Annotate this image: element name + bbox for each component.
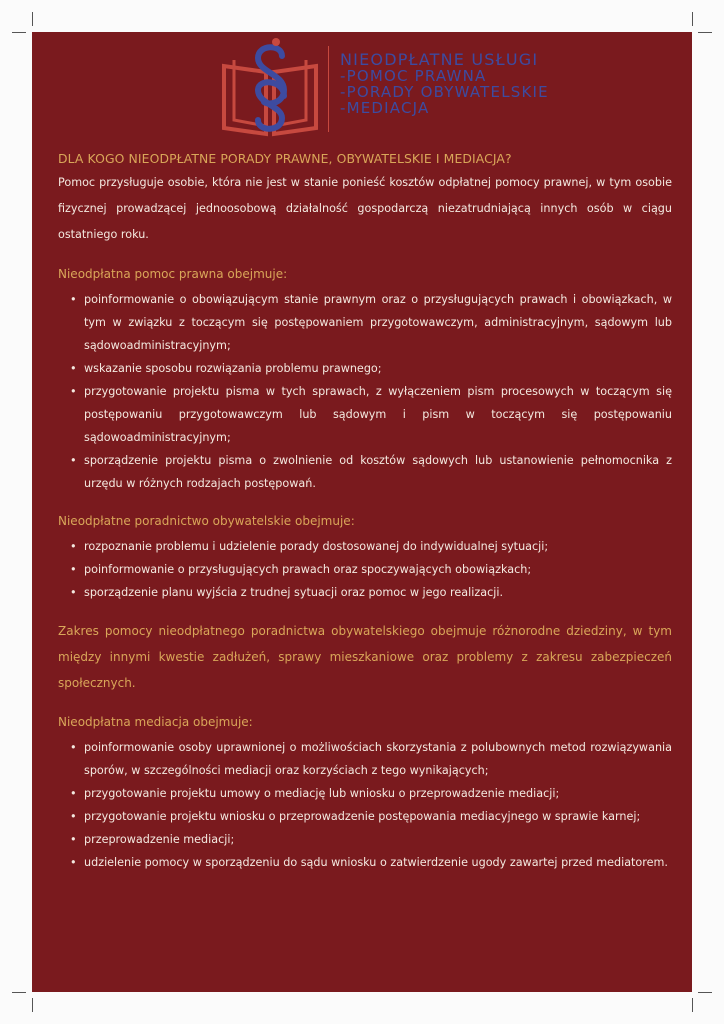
logo-line-legal-aid: -POMOC PRAWNA [340,67,487,85]
list-item: • udzielenie pomocy w sporządzeniu do sądu wniosku o zatwierdzenie ugody zawartej przed mediatorem. [70,851,672,874]
legal-aid-list [58,288,672,495]
logo-text [340,52,549,116]
crop-mark [32,12,33,26]
list-item: • przygotowanie projektu wniosku o przeprowadzenie postępowania mediacyjnego w sprawie karnej; [70,805,672,828]
crop-mark [692,998,693,1012]
logo-line-civic-advice: -PORADY OBYWATELSKIE [340,83,549,101]
crop-mark [12,992,26,993]
logo [58,32,672,142]
flyer-panel [32,32,692,992]
mediation-heading: Nieodpłatna mediacja obejmuje: [58,715,253,729]
legal-aid-heading: Nieodpłatna pomoc prawna obejmuje: [58,267,288,281]
crop-mark [698,992,712,993]
crop-mark [692,12,693,26]
list-item: • poinformowanie o przysługujących prawach oraz spoczywających obowiązkach; [70,558,672,581]
civic-advice-list [58,535,672,604]
list-item: • rozpoznanie problemu i udzielenie porady dostosowanej do indywidualnej sytuacji; [70,535,672,558]
list-item: • przygotowanie projektu pisma w tych sprawach, z wyłączeniem pism procesowych w toczącym się postępowaniu przygotowawczym lub sądowym i pism w toczącym się postępowaniu sądowoadministracyjnym; [70,380,672,449]
logo-divider [328,46,329,132]
paragraph-book-logo-icon [220,36,320,140]
intro-text: Pomoc przysługuje osobie, która nie jest w stanie ponieść kosztów odpłatnej pomocy prawnej, w tym osobie fizycznej prowadzącej jednoosobową działalność gospodarczą niezatrudniającą innych osób w ciągu ostatniego roku. [58,176,672,241]
logo-line-mediation: -MEDIACJA [340,99,430,117]
list-item: • sporządzenie projektu pisma o zwolnienie od kosztów sądowych lub ustanowienie pełnomocnika z urzędu w różnych rodzajach postępowań. [70,449,672,495]
list-item: • przygotowanie projektu umowy o mediację lub wniosku o przeprowadzenie mediacji; [70,782,672,805]
civic-advice-heading: Nieodpłatne poradnictwo obywatelskie obejmuje: [58,514,355,528]
mediation-list [58,736,672,874]
crop-mark [698,32,712,33]
crop-mark [32,998,33,1012]
intro-heading: DLA KOGO NIEODPŁATNE PORADY PRAWNE, OBYWATELSKIE I MEDIACJA? [58,151,512,166]
list-item: • wskazanie sposobu rozwiązania problemu prawnego; [70,357,672,380]
logo-title: NIEODPŁATNE USŁUGI [340,50,539,69]
list-item: • poinformowanie osoby uprawnionej o możliwościach skorzystania z polubownych metod rozwiązywania sporów, w szczególności mediacji oraz korzyściach z tego wynikających; [70,736,672,782]
civic-advice-scope: Zakres pomocy nieodpłatnego poradnictwa obywatelskiego obejmuje różnorodne dziedziny, w tym między innymi kwestie zadłużeń, sprawy mieszkaniowe oraz problemy z zakresu zabezpieczeń społecznych. [58,624,672,690]
list-item: • poinformowanie o obowiązującym stanie prawnym oraz o przysługujących prawach i obowiązkach, w tym w związku z toczącym się postępowaniem przygotowawczym, administracyjnym, sądowym lub sądowoadministracyjnym; [70,288,672,357]
crop-mark [12,32,26,33]
list-item: • przeprowadzenie mediacji; [70,828,672,851]
list-item: • sporządzenie planu wyjścia z trudnej sytuacji oraz pomoc w jego realizacji. [70,581,672,604]
